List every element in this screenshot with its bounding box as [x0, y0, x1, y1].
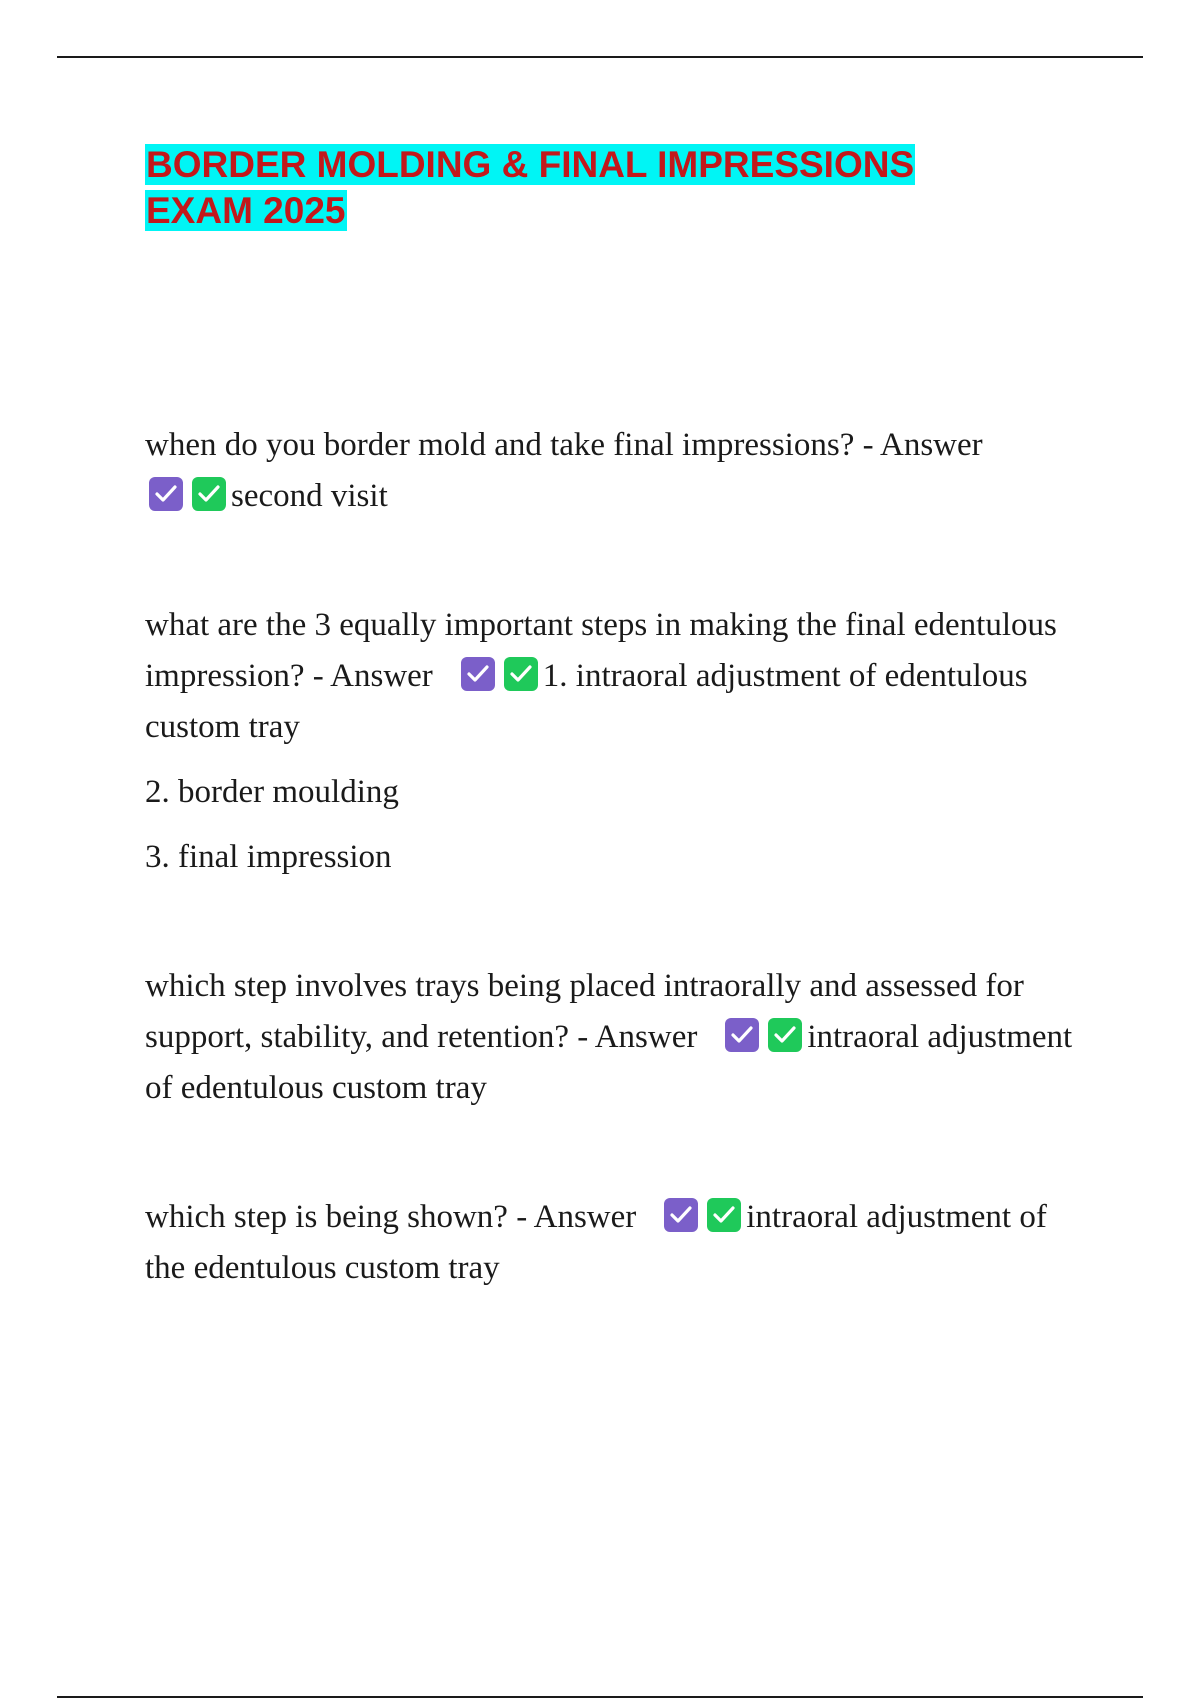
purple-checkbox-icon: [664, 1198, 698, 1232]
purple-checkbox-icon: [725, 1018, 759, 1052]
list-line-2: 2. border moulding: [145, 774, 399, 810]
document-body: [145, 142, 1095, 1294]
answer-2: 1. intraoral adjustment of edentulous custom tray: [145, 658, 1028, 745]
title-line-1: BORDER MOLDING & FINAL IMPRESSIONS: [146, 144, 915, 185]
qa-item-2: [145, 600, 1095, 753]
answer-4: intraoral adjustment of the edentulous custom tray: [145, 1199, 1047, 1286]
question-2: what are the 3 equally important steps in making the final edentulous impression? - Answer: [145, 607, 1057, 694]
answer-3: intraoral adjustment of edentulous custom tray: [145, 1019, 1073, 1106]
green-checkmark-icon: [707, 1198, 741, 1232]
qa-item-1: [145, 420, 1095, 522]
top-rule: [57, 56, 1143, 58]
qa-item-4: [145, 1192, 1095, 1294]
green-checkmark-icon: [504, 657, 538, 691]
page-title: [145, 142, 1095, 234]
green-checkmark-icon: [768, 1018, 802, 1052]
purple-checkbox-icon: [461, 657, 495, 691]
question-4: which step is being shown? - Answer: [145, 1199, 637, 1235]
question-1: when do you border mold and take final impressions? - Answer: [145, 427, 983, 463]
purple-checkbox-icon: [149, 477, 183, 511]
bottom-rule: [57, 1696, 1143, 1698]
green-checkmark-icon: [192, 477, 226, 511]
qa-item-3: [145, 961, 1095, 1114]
title-line-2: EXAM 2025: [146, 190, 346, 231]
list-line-3: 3. final impression: [145, 839, 392, 875]
question-3: which step involves trays being placed intraorally and assessed for support, stability, and retention? - Answer: [145, 968, 1024, 1055]
answer-1: second visit: [231, 478, 388, 514]
